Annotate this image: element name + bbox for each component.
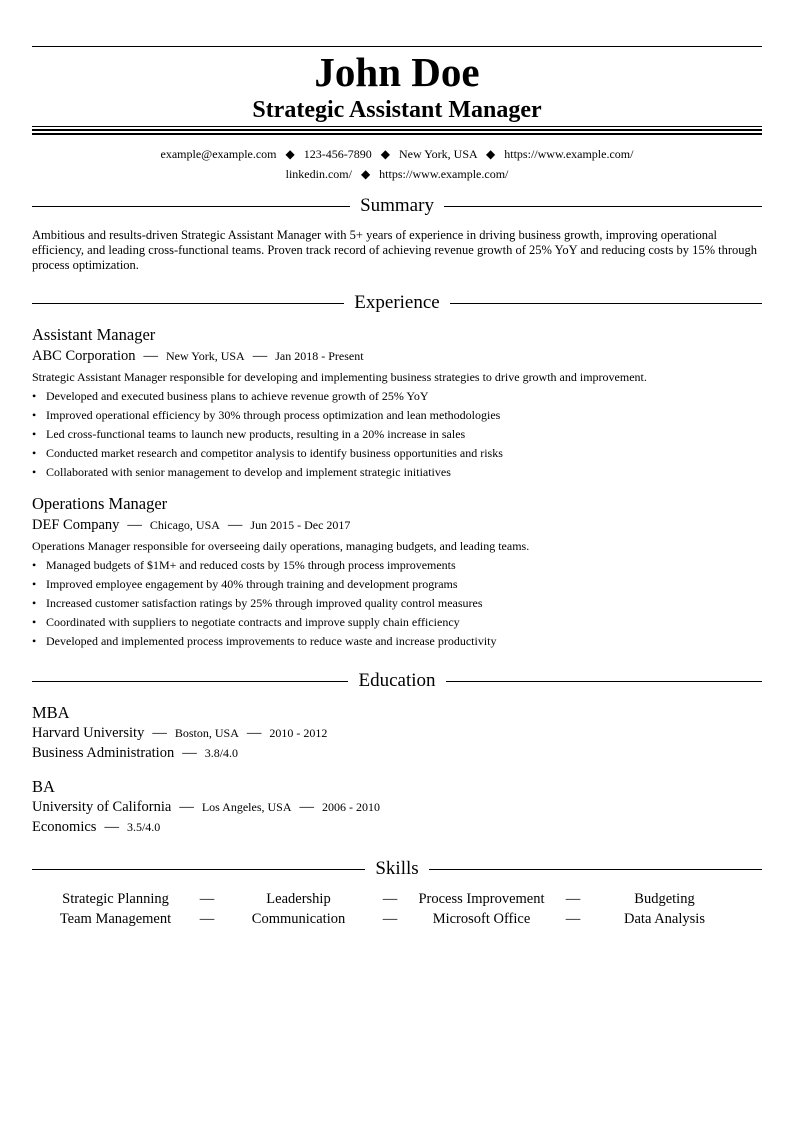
school-dates: 2006 - 2010 [322,800,381,814]
dash: — [299,799,315,815]
dash: — [127,517,142,533]
experience-heading [32,291,762,315]
school-line [32,723,762,743]
bullet-text: Developed and executed business plans to achieve revenue growth of 25% YoY [46,389,429,403]
education-heading [32,669,762,693]
list-item [32,594,762,613]
skill: Microsoft Office [432,911,531,927]
contact-line-1 [32,144,762,164]
list-item [32,613,762,632]
job-title: Assistant Manager [32,325,156,344]
field-of-study: Business Administration [32,745,175,761]
header-rules [32,126,762,135]
job-description: Strategic Assistant Manager responsible for developing and implementing business strategies to drive growth and improvement. [32,370,647,384]
skill-separator: — [382,891,398,907]
skill: Team Management [59,911,172,927]
website-link-2[interactable]: https://www.example.com/ [379,167,509,181]
list-item [32,406,762,425]
school-name: University of California [32,799,172,815]
education-entry [32,703,762,763]
location: New York, USA [399,147,478,161]
company-name: DEF Company [32,517,120,533]
skill: Data Analysis [624,911,705,927]
list-item [32,387,762,406]
diamond-icon: ◆ [360,167,371,181]
skills-grid [32,889,762,929]
header-rule-thin [32,126,762,127]
summary-text: Ambitious and results-driven Strategic Assistant Manager with 5+ years of experience in driving business growth, improving operational efficiency, and leading cross-functional teams. Proven track record of achieving revenue growth of 25% YoY and reducing costs by 15% through process optimization. [32,228,758,272]
contact-line-2 [32,164,762,184]
section-title: Skills [375,858,419,879]
school-location: Los Angeles, USA [201,800,292,814]
bullet-icon: • [32,389,37,403]
field-line [32,817,762,837]
job-title: Operations Manager [32,494,168,513]
divider [32,303,344,304]
list-item [32,463,762,482]
bullet-icon: • [32,558,37,572]
job-meta [32,515,762,535]
school-line [32,797,762,817]
section-title: Experience [354,292,440,313]
section-title: Summary [360,195,434,216]
degree: BA [32,777,55,796]
education-entry [32,777,762,837]
skill-separator: — [565,911,581,927]
list-item [32,575,762,594]
list-item [32,425,762,444]
linkedin-link[interactable]: linkedin.com/ [285,167,352,181]
skill: Communication [251,911,346,927]
bullet-text: Improved operational efficiency by 30% through process optimization and lean methodologies [46,408,501,422]
skill-separator: — [565,891,581,907]
dash: — [227,517,243,533]
school-dates: 2010 - 2012 [269,726,328,740]
bullet-text: Increased customer satisfaction ratings by 25% through improved quality control measures [46,596,483,610]
bullet-text: Developed and implemented process improvements to reduce waste and increase productivity [46,634,497,648]
skill-separator: — [199,891,215,907]
bullet-icon: • [32,427,37,441]
list-item [32,632,762,651]
school-location: Boston, USA [174,726,239,740]
field-of-study: Economics [32,819,97,835]
list-item [32,556,762,575]
gpa: 3.8/4.0 [204,746,239,760]
diamond-icon: ◆ [486,147,496,161]
bullet-icon: • [32,634,37,648]
bullet-icon: • [32,408,37,422]
job-location: Chicago, USA [149,518,220,532]
dash: — [152,725,167,741]
header-rule-thick [32,133,762,135]
summary-heading [32,194,762,218]
bullet-text: Led cross-functional teams to launch new products, resulting in a 20% increase in sales [46,427,466,441]
phone-number: 123-456-7890 [303,147,372,161]
dash: — [143,348,159,364]
divider [446,681,762,682]
skill: Process Improvement [418,891,545,907]
diamond-icon: ◆ [285,147,295,161]
candidate-name: John Doe [314,49,480,95]
job-dates: Jan 2018 - Present [275,349,364,363]
school-name: Harvard University [32,725,145,741]
gpa: 3.5/4.0 [126,820,161,834]
bullet-icon: • [32,465,37,479]
dash: — [182,745,197,761]
skills-heading [32,857,762,881]
divider [429,869,762,870]
divider [32,681,348,682]
skill: Leadership [266,891,331,907]
skill-separator: — [382,911,398,927]
divider [32,869,365,870]
job-description: Operations Manager responsible for overseeing daily operations, managing budgets, and leading teams. [32,539,530,553]
divider [32,206,350,207]
bullet-text: Improved employee engagement by 40% through training and development programs [46,577,458,591]
top-rule [32,46,762,47]
header-rule-thick [32,129,762,131]
field-line [32,743,762,763]
website-link[interactable]: https://www.example.com/ [504,147,634,161]
diamond-icon: ◆ [380,147,390,161]
divider [444,206,762,207]
degree: MBA [32,703,70,722]
dash: — [246,725,262,741]
job-location: New York, USA [166,349,245,363]
skill-separator: — [199,911,215,927]
contact-info [32,144,762,184]
job-bullets [32,387,762,482]
list-item [32,444,762,463]
dash: — [252,348,268,364]
bullet-icon: • [32,596,37,610]
candidate-title: Strategic Assistant Manager [252,97,542,123]
bullet-icon: • [32,577,37,591]
job-dates: Jun 2015 - Dec 2017 [250,518,351,532]
bullet-text: Collaborated with senior management to develop and implement strategic initiatives [46,465,451,479]
skill: Strategic Planning [62,891,169,907]
job-meta [32,346,762,366]
skill: Budgeting [634,891,695,907]
divider [450,303,762,304]
company-name: ABC Corporation [32,348,136,364]
resume-page [32,0,762,929]
section-title: Education [358,670,436,691]
bullet-text: Coordinated with suppliers to negotiate contracts and improve supply chain efficiency [46,615,460,629]
dash: — [179,799,194,815]
dash: — [104,819,119,835]
job-bullets [32,556,762,651]
bullet-icon: • [32,615,37,629]
bullet-icon: • [32,446,37,460]
experience-entry [32,325,762,482]
bullet-text: Managed budgets of $1M+ and reduced costs by 15% through process improvements [46,558,456,572]
bullet-text: Conducted market research and competitor analysis to identify business opportunities and risks [46,446,503,460]
experience-entry [32,494,762,651]
email-link[interactable]: example@example.com [160,147,277,161]
